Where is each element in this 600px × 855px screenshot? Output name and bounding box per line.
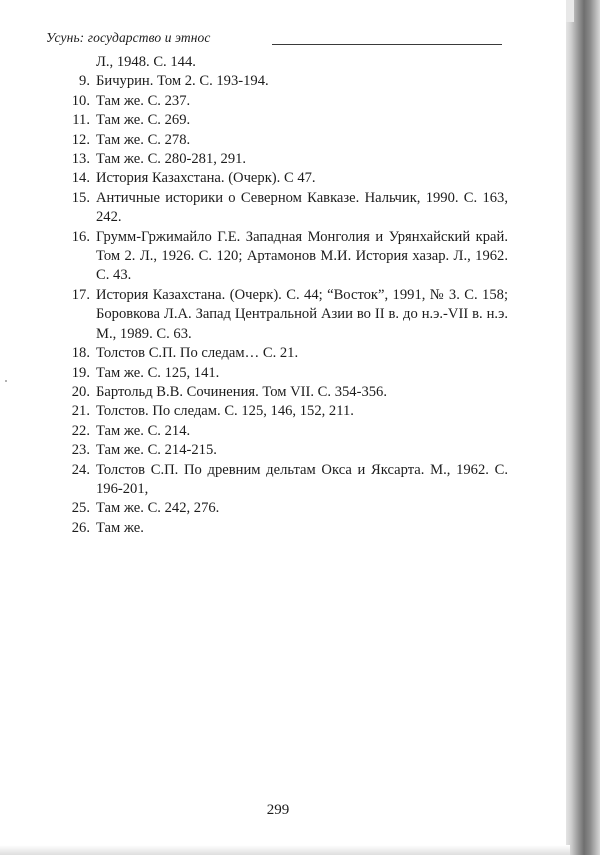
endnote-item [62, 92, 508, 111]
endnote-item [62, 422, 508, 441]
running-head-title: Усунь: государство и этнос [46, 30, 211, 45]
endnote-number: 20. [71, 383, 90, 400]
page-edge-shadow [566, 0, 600, 855]
endnote-item [62, 461, 508, 500]
endnote-text: Там же. С. 125, 141. [96, 364, 220, 381]
endnote-text: Толстов. По следам. С. 125, 146, 152, 211. [96, 403, 354, 420]
endnote-number: 23. [71, 442, 90, 459]
endnote-number: 11. [72, 112, 90, 129]
endnote-item [62, 364, 508, 383]
endnote-item [62, 228, 508, 286]
endnote-item [62, 169, 508, 188]
endnote-text: Бичурин. Том 2. С. 193-194. [96, 73, 269, 90]
endnote-item [62, 519, 508, 538]
endnote-text: Там же. С. 278. [96, 131, 191, 148]
endnote-number: 22. [71, 422, 90, 439]
endnote-number: 25. [71, 500, 90, 517]
endnote-item [62, 402, 508, 421]
endnote-text: Толстов С.П. По древним дельтам Окса и Яксарта. М., 1962. С. 196-201, [96, 461, 508, 497]
endnote-number: 16. [71, 228, 90, 245]
endnote-text: Бартольд В.В. Сочинения. Том VII. С. 354-356. [96, 383, 387, 400]
endnote-item [62, 72, 508, 91]
endnote-item [62, 53, 508, 72]
endnote-text: История Казахстана. (Очерк). С. 44; “Восток”, 1991, № 3. С. 158; Боровкова Л.А. Запад Центральной Азии во II в. до н.э.-VII в. н.э. М., 1989. С. 63. [96, 286, 508, 342]
endnote-text: История Казахстана. (Очерк). С 47. [96, 170, 316, 187]
endnote-item [62, 131, 508, 150]
endnote-text: Там же. С. 214-215. [96, 442, 217, 459]
endnote-number: 21. [71, 403, 90, 420]
endnote-item [62, 499, 508, 518]
endnote-text: Там же. С. 214. [96, 422, 191, 439]
endnote-number: 17. [71, 286, 90, 303]
endnote-text: Грумм-Гржимайло Г.Е. Западная Монголия и Урянхайский край. Том 2. Л., 1926. С. 120; Артамонов М.И. История хазар. Л., 1962. С. 43. [96, 228, 508, 284]
endnote-item [62, 286, 508, 344]
endnote-text: Там же. [96, 519, 144, 536]
endnote-text: Античные историки о Северном Кавказе. Нальчик, 1990. С. 163, 242. [96, 189, 508, 226]
endnote-number: 19. [71, 364, 90, 381]
endnote-number: 24. [71, 461, 90, 478]
endnote-number: 13. [71, 151, 90, 168]
endnote-number: 14. [71, 170, 90, 187]
endnote-number: 26. [71, 519, 90, 536]
page-number: 299 [266, 802, 290, 818]
endnote-number: 9. [79, 73, 90, 90]
endnote-text: Л., 1948. С. 144. [96, 54, 196, 70]
endnote-item [62, 189, 508, 228]
header-rule [272, 44, 502, 45]
endnote-number: 12. [71, 131, 90, 148]
endnote-text: Там же. С. 242, 276. [96, 500, 220, 517]
endnote-item [62, 441, 508, 460]
endnote-text: Там же. С. 269. [96, 112, 191, 129]
page-edge-highlight [566, 0, 574, 22]
endnote-item [62, 150, 508, 169]
bottom-edge-shadow [0, 845, 570, 855]
endnote-text: Там же. С. 237. [96, 92, 191, 109]
endnote-text: Там же. С. 280-281, 291. [96, 151, 247, 168]
endnote-number: 10. [71, 92, 90, 109]
endnote-text: Толстов С.П. По следам… С. 21. [96, 345, 299, 362]
scan-speck [5, 380, 7, 382]
endnote-number: 15. [71, 189, 90, 206]
endnotes-list [62, 53, 508, 538]
endnote-item [62, 111, 508, 130]
endnote-number: 18. [71, 345, 90, 362]
endnote-item [62, 344, 508, 363]
endnote-item [62, 383, 508, 402]
